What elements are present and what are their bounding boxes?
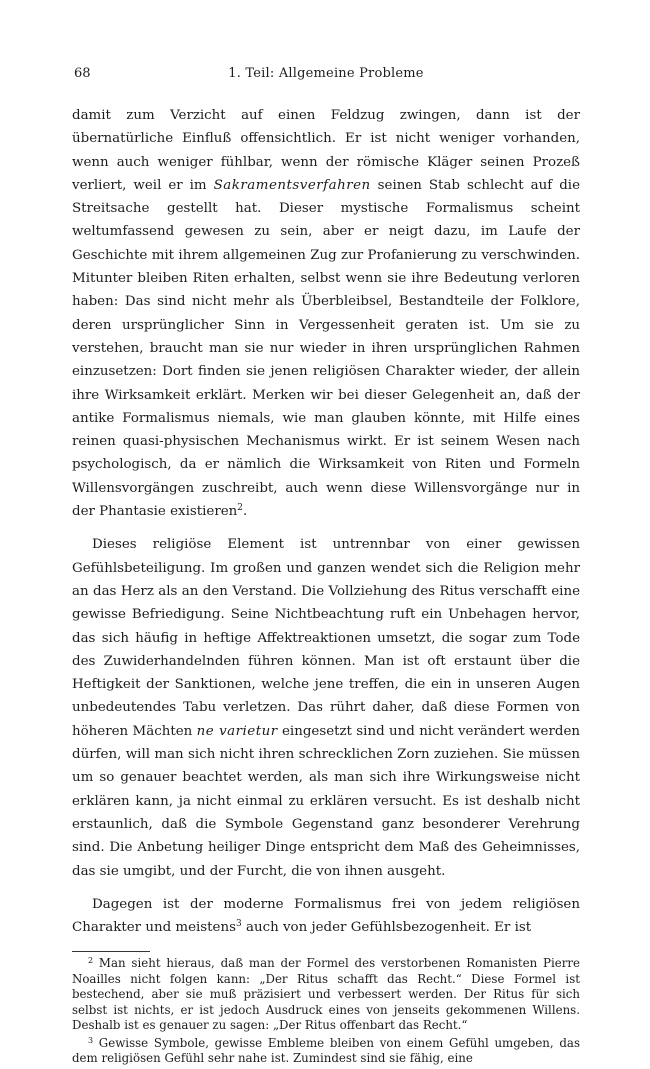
- paragraph-1-emphasis: Sakramentsverfahren: [213, 177, 371, 193]
- footnote-ref-3[interactable]: 3: [235, 919, 242, 930]
- paragraph-3-text-b: auch von jeder Gefühlsbezogenheit. Er ist: [241, 920, 532, 936]
- body-text: [72, 104, 580, 939]
- paragraph-3: [72, 893, 580, 940]
- footnotes: [72, 956, 580, 1067]
- paragraph-2-emphasis: ne varietur: [196, 723, 278, 739]
- paragraph-1-text-a: damit zum Verzicht auf einen Feldzug zwingen, dann ist der übernatürliche Einfluß offensichtlich. Er ist nicht weniger vorhanden, wenn auch weniger fühlbar, wenn der römische Kläger seinen Prozeß verliert, weil er im: [72, 108, 580, 193]
- footnote-3: [72, 1036, 580, 1067]
- footnote-divider: [72, 951, 150, 952]
- paragraph-1-text-c: .: [243, 504, 248, 520]
- footnote-2-text: Man sieht hieraus, daß man der Formel des verstorbenen Romanisten Pierre Noailles nicht folgen kann: „Der Ritus schafft das Recht.“ Diese Formel ist bestechend, aber sie muß präzisiert und verbessert werden. Der Ritus für sich selbst ist nichts, er ist jedoch Ausdruck eines von jenseits gekommenen Willens. Deshalb ist es genauer zu sagen: „Der Ritus offenbart das Recht.“: [72, 956, 580, 1033]
- footnote-3-mark: 3: [88, 1035, 94, 1045]
- footnote-3-text: Gewisse Symbole, gewisse Embleme bleiben von einem Gefühl umgeben, das dem religiösen Gefühl sehr nahe ist. Zumindest sind sie fähig, eine: [72, 1035, 580, 1066]
- footnote-ref-2[interactable]: 2: [237, 503, 243, 514]
- footnote-2: [72, 956, 580, 1034]
- page-header: [72, 66, 580, 88]
- paragraph-2-text-a: Dieses religiöse Element ist untrennbar von einer gewissen Gefühlsbeteiligung. Im großen und ganzen wendet sich die Religion mehr an das Herz als an den Verstand. Die Vollziehung des Ritus verschafft eine gewisse Befriedigung. Seine Nichtbeachtung ruft ein Unbehagen hervor, das sich häufig in heftige Affektreaktionen umsetzt, die sogar zum Tode des Zuwiderhandelnden führen können. Man ist oft erstaunt über die Heftigkeit der Sanktionen, welche jene treffen, die ein in unseren Augen unbedeutendes Tabu verletzen. Das rührt daher, daß diese Formen von höheren Mächten: [72, 537, 580, 739]
- running-head: 1. Teil: Allgemeine Probleme: [228, 66, 424, 81]
- paragraph-2-text-b: eingesetzt sind und nicht verändert werden dürfen, will man sich nicht ihren schrecklichen Zorn zuziehen. Sie müssen um so genauer beachtet werden, als man sich ihre Wirkungsweise nicht erklären kann, ja nicht einmal zu erklären versucht. Es ist deshalb nicht erstaunlich, daß die Symbole Gegenstand ganz besonderer Verehrung sind. Die Anbetung heiliger Dinge entspricht dem Maß des Geheimnisses, das sie umgibt, und der Furcht, die von ihnen ausgeht.: [72, 723, 581, 879]
- book-page: [72, 66, 580, 1069]
- paragraph-1-text-b: seinen Stab schlecht auf die Streitsache gestellt hat. Dieser mystische Formalismus scheint weltumfassend gewesen zu sein, aber er neigt dazu, im Laufe der Geschichte mit ihrem allgemeinen Zug zur Profanierung zu verschwinden. Mitunter bleiben Riten erhalten, selbst wenn sie ihre Bedeutung verloren haben: Das sind nicht mehr als Überbleibsel, Bestandteile der Folklore, deren ursprünglicher Sinn in Vergessenheit geraten ist. Um sie zu verstehen, braucht man sie nur wieder in ihren ursprünglichen Rahmen einzusetzen: Dort finden sie jenen religiösen Charakter wieder, der allein ihre Wirksamkeit erklärt. Merken wir bei dieser Gelegenheit an, daß der antike Formalismus niemals, wie man glauben könnte, mit Hilfe eines reinen quasi-physischen Mechanismus wirkt. Er ist seinem Wesen nach psychologisch, da er nämlich die Wirksamkeit von Riten und Formeln Willensvorgängen zuschreibt, auch wenn diese Willensvorgänge nur in der Phantasie existieren: [72, 177, 580, 520]
- paragraph-1: [72, 104, 580, 523]
- footnote-2-mark: 2: [88, 956, 94, 966]
- paragraph-3-text-a: Dagegen ist der moderne Formalismus frei von jedem religiösen Charakter und meistens: [72, 896, 580, 936]
- paragraph-2: [72, 533, 580, 882]
- page-number: 68: [74, 66, 91, 81]
